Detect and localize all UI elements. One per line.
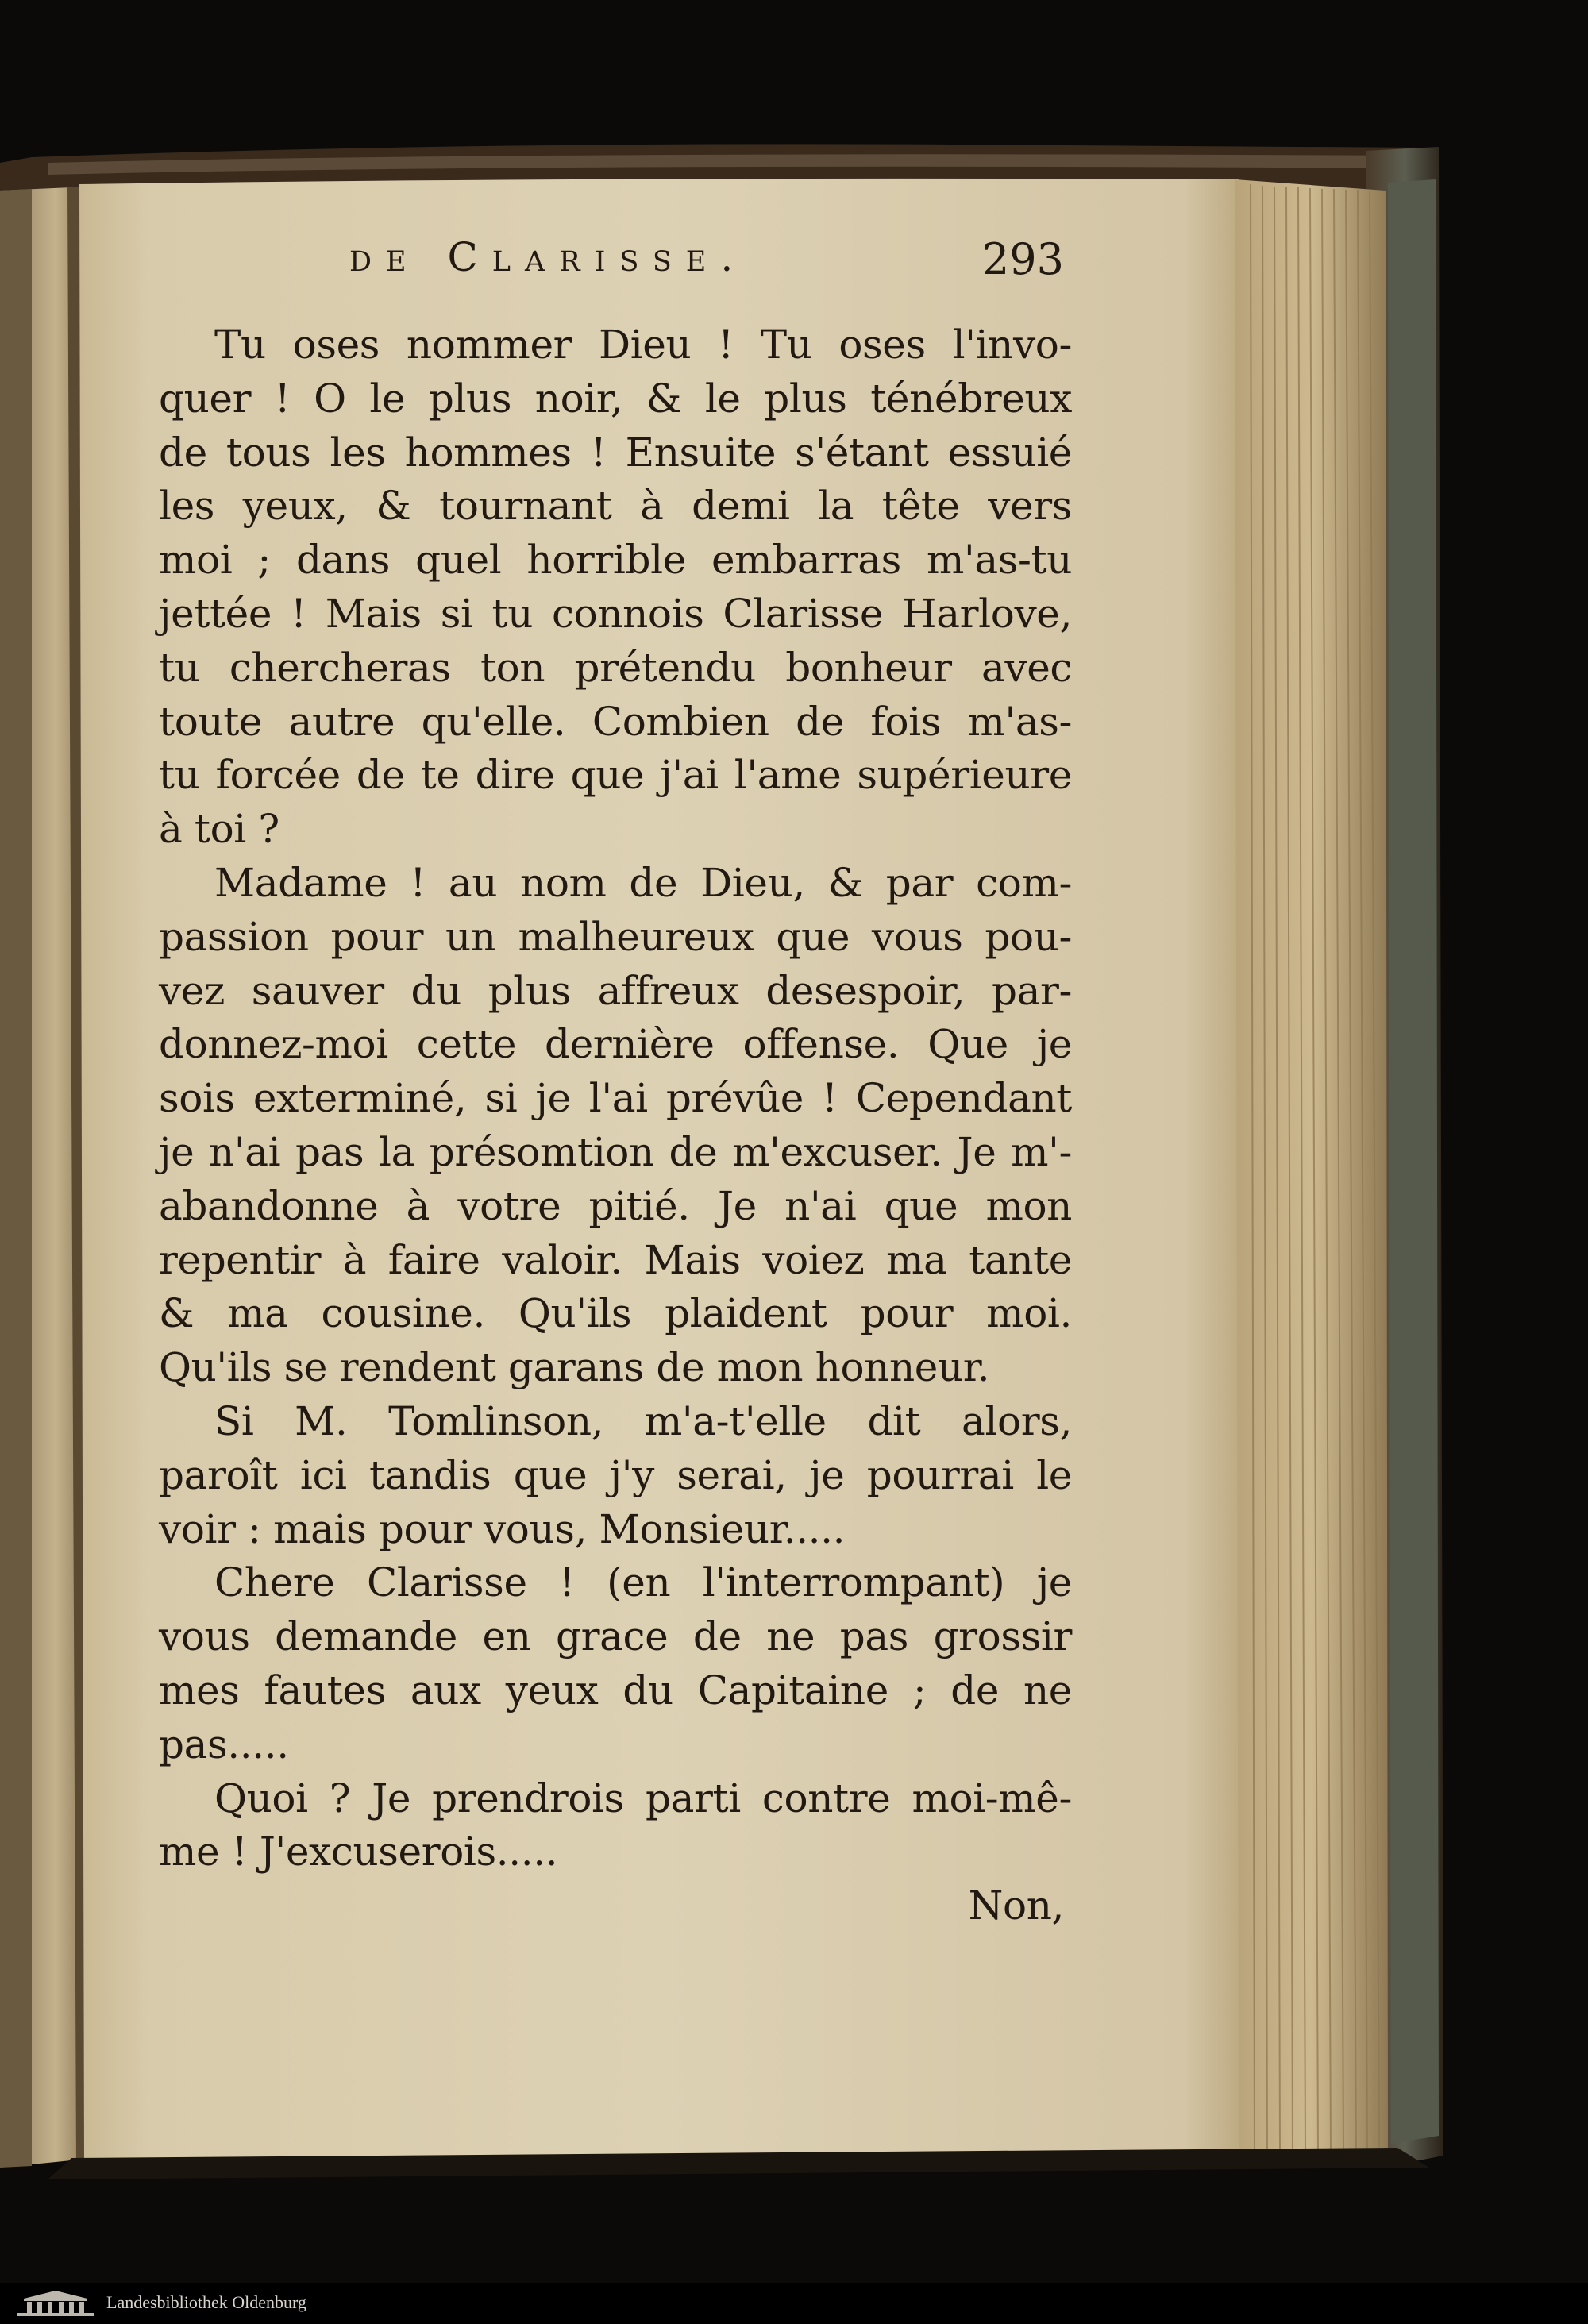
text-line: me ! J'excuserois..... — [159, 1829, 558, 1875]
text-line: Quoi ? Je prendrois parti contre moi-mê- — [214, 1775, 1072, 1821]
text-line: repentir à faire valoir. Mais voiez ma tante — [159, 1236, 1072, 1283]
marbled-binding — [1388, 179, 1439, 2144]
text-line: voir : mais pour vous, Monsieur..... — [159, 1505, 846, 1552]
text-line: sois exterminé, si je l'ai prévûe ! Cependant — [159, 1075, 1072, 1122]
text-line: Chere Clarisse ! (en l'interrompant) je — [214, 1559, 1072, 1606]
text-line: Madame ! au nom de Dieu, & par com- — [214, 859, 1072, 906]
text-line: de tous les hommes ! Ensuite s'étant essuié — [159, 429, 1072, 476]
text-line: quer ! O le plus noir, & le plus ténébreux — [159, 375, 1072, 422]
text-line: Qu'ils se rendent garans de mon honneur. — [159, 1344, 990, 1391]
text-line: Tu oses nommer Dieu ! Tu oses l'invo- — [214, 322, 1072, 368]
text-line: abandonne à votre pitié. Je n'ai que mon — [159, 1182, 1072, 1229]
text-line: les yeux, & tournant à demi la tête vers — [159, 483, 1072, 530]
text-line: tu forcée de te dire que j'ai l'ame supérieure — [159, 752, 1072, 799]
text-line: je n'ai pas la présomtion de m'excuser. Je m'- — [159, 1128, 1072, 1175]
page-number: 293 — [981, 234, 1064, 284]
catchword: Non, — [968, 1883, 1064, 1929]
body-text — [159, 318, 1072, 1933]
text-line: paroît ici tandis que j'y serai, je pourrai le — [159, 1451, 1072, 1498]
text-line: à toi ? — [159, 806, 279, 853]
text-line: & ma cousine. Qu'ils plaident pour moi. — [159, 1290, 1072, 1337]
text-line: mes fautes aux yeux du Capitaine ; de ne — [159, 1667, 1072, 1713]
text-line: donnez-moi cette dernière offense. Que je — [159, 1021, 1072, 1068]
library-footer — [0, 2283, 1588, 2324]
text-line: Si M. Tomlinson, m'a-t'elle dit alors, — [214, 1397, 1072, 1444]
text-line: passion pour un malheureux que vous pou- — [159, 913, 1072, 960]
text-line: vous demande en grace de ne pas grossir — [159, 1613, 1072, 1660]
library-name: Landesbibliothek Oldenburg — [106, 2292, 306, 2312]
text-line: pas..... — [159, 1721, 289, 1767]
running-head — [159, 234, 1072, 306]
text-line: vez sauver du plus affreux desespoir, par- — [159, 967, 1072, 1014]
library-building-icon — [16, 2289, 95, 2318]
text-line: moi ; dans quel horrible embarras m'as-tu — [159, 537, 1072, 584]
text-line: tu chercheras ton prétendu bonheur avec — [159, 644, 1072, 691]
running-head-title: de Clarisse. — [349, 234, 748, 280]
text-line: toute autre qu'elle. Combien de fois m'as- — [159, 698, 1072, 745]
left-page-shadow — [0, 189, 32, 2168]
text-line: jettée ! Mais si tu connois Clarisse Harlove, — [159, 590, 1072, 637]
